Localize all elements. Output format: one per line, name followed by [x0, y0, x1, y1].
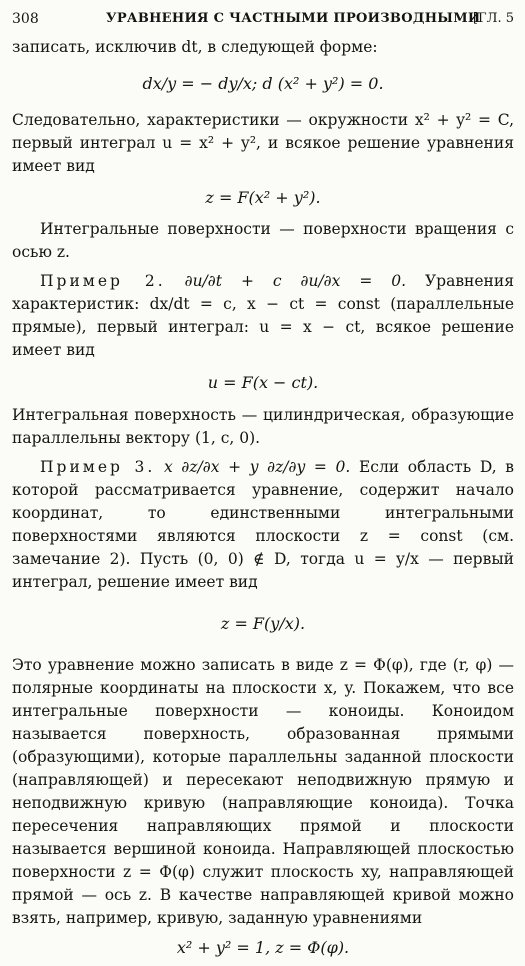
example-3-equation: x ∂z/∂x + y ∂z/∂y = 0. [163, 458, 351, 476]
formula-2: z = F(x² + y²). [205, 188, 321, 207]
example-3 [12, 456, 514, 594]
chapter-label: [ГЛ. 5 [472, 11, 514, 26]
example-3-text: Если область D, в которой рассматривается уравнение, содержит начало координат, то единственными интегральными поверхностями являются плоскости z = const (см. замечание 2). Пусть (0, 0) ∉ D, тогда u = y/x — первый интеграл, решение имеет вид [12, 458, 514, 591]
example-2-equation: ∂u/∂t + c ∂u/∂x = 0. [184, 272, 407, 290]
paragraph-characteristics: Следовательно, характеристики — окружности x² + y² = C, первый интеграл u = x² + y², и всякое решение уравнения имеет вид [12, 111, 514, 175]
formula-4: z = F(y/x). [220, 614, 306, 633]
paragraph-conoids: Это уравнение можно записать в виде z = Φ(φ), где (r, φ) — полярные координаты на плоскости x, y. Покажем, что все интегральные поверхности — коноиды. Коноидом называется поверхность, образованная прямыми (образующими), которые параллельны заданной плоскости (направляющей) и пересекают неподвижную прямую и неподвижную кривую (направляющие коноида). Точка пересечения направляющих прямой и плоскости называется вершиной коноида. Направляющей плоскостью поверхности z = Φ(φ) служит плоскость xy, направляющей прямой — ось z. В качестве направляющей кривой можно взять, например, кривую, заданную уравнениями [12, 656, 514, 927]
example-3-label: Пример 3. [40, 458, 156, 476]
page-number: 308 [12, 11, 39, 27]
example-2-text: Уравнения характеристик: dx/dt = c, x − ct = const (параллельные прямые), первый интеграл: u = x − ct, всякое решение имеет вид [12, 272, 514, 359]
formula-5: x² + y² = 1, z = Φ(φ). [176, 938, 350, 957]
formula-1: dx/y = − dy/x; d (x² + y²) = 0. [142, 74, 384, 93]
page-header [12, 9, 514, 29]
paragraph-cylindrical: Интегральная поверхность — цилиндрическая, образующие параллельны вектору (1, c, 0). [12, 406, 514, 447]
running-title: УРАВНЕНИЯ С ЧАСТНЫМИ ПРОИЗВОДНЫМИ [106, 11, 481, 26]
paragraph-rotation-surfaces: Интегральные поверхности — поверхности вращения с осью z. [12, 220, 514, 261]
page-body [12, 36, 514, 966]
paragraph-intro: записать, исключив dt, в следующей форме: [12, 38, 378, 56]
example-2-label: Пример 2. [40, 272, 166, 290]
formula-3: u = F(x − ct). [207, 373, 319, 392]
example-2 [12, 270, 514, 362]
